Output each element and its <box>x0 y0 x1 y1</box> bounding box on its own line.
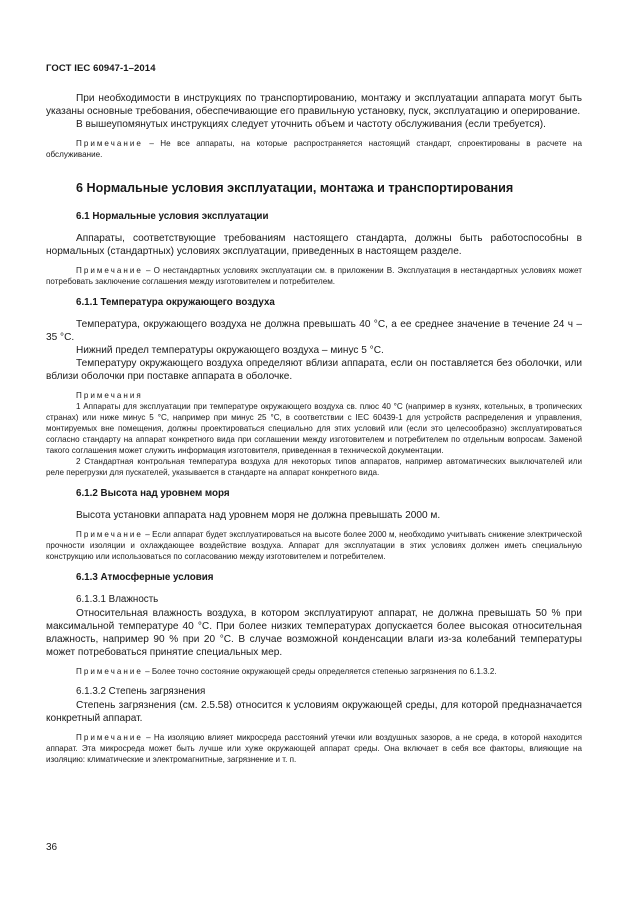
intro-paragraph-1: При необходимости в инструкциях по транспортированию, монтажу и эксплуатации аппарата могут быть указаны основные требования, обеспечивающие его правильную установку, пуск, эксплуатацию и оперирование. <box>46 93 582 117</box>
section-6-1-1-title: 6.1.1 Температура окружающего воздуха <box>76 297 275 308</box>
section-6-1-3-2-title: 6.1.3.2 Степень загрязнения <box>76 686 206 697</box>
section-6-1-2-note <box>46 529 582 562</box>
section-6-1-paragraph: Аппараты, соответствующие требованиям настоящего стандарта, должны быть работоспособны в нормальных (стандартных) условиях эксплуатации, приведенных в настоящем разделе. <box>46 233 582 257</box>
page-content <box>46 92 582 765</box>
note-label: Примечание <box>76 266 143 275</box>
section-6-title: 6 Нормальные условия эксплуатации, монтажа и транспортирования <box>76 181 514 195</box>
section-6-1-1-paragraph-1: Температура, окружающего воздуха не должна превышать 40 °С, а ее среднее значение в течение 24 ч – 35 °С. <box>46 319 582 343</box>
note-label: Примечание <box>76 139 143 148</box>
section-6-1-title: 6.1 Нормальные условия эксплуатации <box>76 211 269 222</box>
note-text: – О нестандартных условиях эксплуатации см. в приложении B. Эксплуатация в нестандартных условиях может потребовать заключение соглашения между изготовителем и потребителем. <box>46 266 582 286</box>
section-6-1-1-notes-label: Примечания <box>76 391 143 400</box>
section-6-1-note <box>46 265 582 287</box>
section-6-1-1-note-1: 1 Аппараты для эксплуатации при температуре окружающего воздуха св. плюс 40 °С (например в кузнях, котельных, в тропических странах) или ниже минус 5 °С, например при минус 25 °С, в соответствии с IEC 60439-1 для устройств распределения и управления, монтируемых вне помещения, должны проектироваться специально для этих условий или (если это целесообразно) эксплуатироваться согласно стандарту на аппарат конкретного вида при соглашении между изготовителем и потребителем по отдельным вопросам. Заменой такого соглашения может служить информация изготовителя, приведенная в технической документации. <box>46 402 582 455</box>
note-label: Примечание <box>76 733 143 742</box>
note-text: – Более точно состояние окружающей среды определяется степенью загрязнения по 6.1.3.2. <box>142 667 497 676</box>
intro-note <box>46 138 582 160</box>
section-6-1-2-paragraph: Высота установки аппарата над уровнем моря не должна превышать 2000 м. <box>76 510 441 521</box>
section-6-1-3-2-paragraph: Степень загрязнения (см. 2.5.58) относится к условиям окружающей среды, для которой предназначается конкретный аппарат. <box>46 700 582 724</box>
section-6-1-3-1-paragraph: Относительная влажность воздуха, в котором эксплуатируют аппарат, не должна превышать 50 % при максимальной температуре 40 °С. При более низких температурах допускается более высокая относительная влажность, например 90 % при 20 °С. В случае возможной конденсации влаги из-за колебаний температуры может потребоваться принятие специальных мер. <box>46 608 582 658</box>
section-6-1-3-1-note <box>46 666 582 677</box>
section-6-1-3-title: 6.1.3 Атмосферные условия <box>76 572 214 583</box>
note-label: Примечание <box>76 667 143 676</box>
section-6-1-2-title: 6.1.2 Высота над уровнем моря <box>76 488 230 499</box>
intro-paragraph-2: В вышеупомянутых инструкциях следует уточнить объем и частоту обслуживания (если требуется). <box>76 119 546 130</box>
note-text: – Если аппарат будет эксплуатироваться на высоте более 2000 м, необходимо учитывать снижение электрической прочности изоляции и охлаждающее воздействие воздуха. Аппарат для эксплуатации в этих условиях должен иметь специальную конструкцию или использоваться по согласованию между изготовителем и потребителем. <box>46 530 582 561</box>
note-label: Примечание <box>76 530 143 539</box>
section-6-1-3-2-note <box>46 732 582 765</box>
section-6-1-1-note-2: 2 Стандартная контрольная температура воздуха для некоторых типов аппаратов, например автоматических выключателей или реле перегрузки для пускателей, указывается в стандарте на аппарат конкретного вида. <box>46 457 582 477</box>
section-6-1-1-paragraph-2: Нижний предел температуры окружающего воздуха – минус 5 °С. <box>76 345 384 356</box>
document-header: ГОСТ IEC 60947-1–2014 <box>46 63 156 74</box>
page-number: 36 <box>46 842 58 853</box>
note-text: – Не все аппараты, на которые распространяется настоящий стандарт, спроектированы в расчете на обслуживание. <box>46 139 582 159</box>
section-6-1-1-paragraph-3: Температуру окружающего воздуха определяют вблизи аппарата, если он поставляется без оболочки, или вблизи оболочки при поставке аппарата в оболочке. <box>46 358 582 382</box>
section-6-1-3-1-title: 6.1.3.1 Влажность <box>76 594 159 605</box>
note-text: – На изоляцию влияет микросреда расстояний утечки или воздушных зазоров, а не среда, в которой находится аппарат. Эта микросреда может быть лучше или хуже окружающей аппарат среды. Она включает в себя все факторы, влияющие на изоляцию: климатические и электромагнитные, загрязнение и т. п. <box>46 733 582 764</box>
